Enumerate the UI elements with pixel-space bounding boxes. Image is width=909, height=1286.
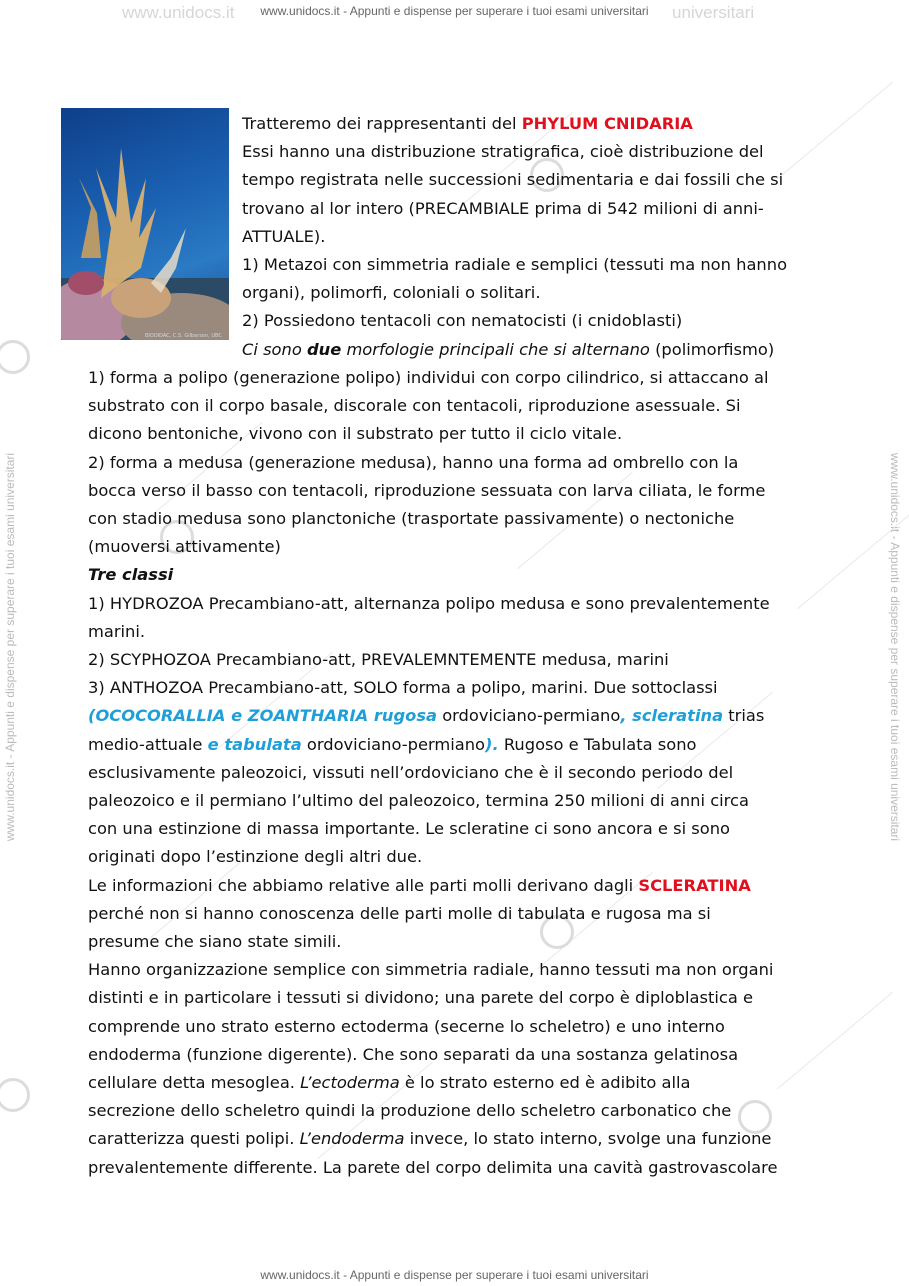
text-segment: è lo strato esterno ed è adibito alla: [399, 1073, 691, 1093]
text-line: [88, 1013, 848, 1041]
text-line: [242, 110, 842, 138]
text-segment: 1) forma a polipo (generazione polipo) individui con corpo cilindrico, si attaccano al: [88, 368, 769, 387]
text-segment: tempo registrata nelle successioni sedimentaria e dai fossili che si: [242, 170, 784, 190]
text-line: [88, 1125, 848, 1153]
text-line: [88, 364, 848, 392]
text-segment: distinti e in particolare i tessuti si dividono; una parete del corpo è diploblastica e: [88, 988, 753, 1008]
text-segment: originati dopo l’estinzione degli altri due.: [88, 847, 423, 867]
text-line: [88, 815, 848, 843]
text-segment: cellulare detta mesoglea.: [88, 1073, 301, 1093]
text-line: [88, 477, 848, 505]
emphasis-segment: due: [306, 339, 342, 359]
text-segment: con stadio medusa sono planctoniche (trasportate passivamente) o nectoniche: [88, 509, 735, 529]
text-line: [242, 336, 842, 364]
text-segment: con una estinzione di massa importante. Le scleratine ci sono ancora e si sono: [88, 819, 730, 839]
text-segment: marini.: [88, 621, 146, 641]
text-line: [88, 449, 848, 477]
coral-reef-photo: [61, 108, 229, 340]
text-line: [88, 759, 848, 787]
text-segment: esclusivamente paleozoici, vissuti nell’ordoviciano che è il secondo periodo del: [88, 762, 734, 782]
text-segment: secrezione dello scheletro quindi la produzione dello scheletro carbonatico che: [88, 1101, 732, 1121]
text-segment: substrato con il corpo basale, discorale con tentacoli, riproduzione asessuale. Si: [88, 396, 741, 416]
text-line: [88, 392, 848, 420]
coral-illustration: [61, 108, 229, 340]
left-side-watermark: www.unidocs.it - Appunti e dispense per superare i tuoi esami universitari: [3, 452, 17, 842]
text-segment: ordoviciano-permiano: [437, 706, 621, 726]
text-line: [88, 674, 848, 702]
text-line: [242, 166, 842, 194]
text-segment: presume che siano state simili.: [88, 932, 342, 952]
text-line: [88, 1154, 848, 1182]
taxon-term: ).: [485, 734, 499, 754]
taxon-term: OCOCORALLIA e ZOANTHARIA rugosa: [95, 706, 438, 726]
text-segment: perché non si hanno conoscenza delle parti molle di tabulata e rugosa ma si: [88, 903, 711, 923]
ghost-watermark-right: universitari: [672, 3, 755, 22]
text-segment: medio-attuale: [88, 734, 208, 754]
header-watermark: [0, 3, 909, 22]
emphasis-segment: L’endoderma: [299, 1129, 405, 1149]
text-segment: comprende uno strato esterno ectoderma (secerne lo scheletro) e uno interno: [88, 1016, 725, 1036]
text-line: [88, 420, 848, 448]
text-line: [88, 1041, 848, 1069]
emphasis-segment: L’ectoderma: [300, 1073, 400, 1093]
text-line: [88, 618, 848, 646]
text-segment: organi), polimorfi, coloniali o solitari.: [242, 283, 541, 303]
text-line: [88, 843, 848, 871]
text-line: [88, 646, 848, 674]
footer-watermark: [0, 1268, 909, 1282]
text-line: [242, 279, 842, 307]
text-segment: paleozoico e il permiano l’ultimo del paleozoico, termina 250 milioni di anni circa: [88, 791, 749, 811]
footer-watermark-text[interactable]: www.unidocs.it - Appunti e dispense per superare i tuoi esami universitari: [260, 1268, 649, 1282]
text-segment: 2) Possiedono tentacoli con nematocisti (i cnidoblasti): [242, 311, 683, 331]
text-segment: caratterizza questi polipi.: [88, 1129, 300, 1149]
text-line: [88, 787, 848, 815]
text-segment: dicono bentoniche, vivono con il substrato per tutto il ciclo vitale.: [88, 424, 623, 444]
text-line: [88, 731, 848, 759]
intro-paragraph: [242, 110, 842, 364]
text-line: [88, 505, 848, 533]
text-segment: 2) forma a medusa (generazione medusa), hanno una forma ad ombrello con la: [88, 452, 739, 472]
photo-caption: BIODIDAC, C.S. Gilberson, UBC: [145, 333, 222, 339]
body-text: [88, 364, 848, 1182]
text-line: [88, 984, 848, 1012]
text-segment: Tratteremo dei rappresentanti del: [242, 114, 522, 133]
text-segment: bocca verso il basso con tentacoli, riproduzione sessuata con larva ciliata, le forme: [88, 480, 766, 500]
text-line: [88, 956, 848, 984]
text-line: [242, 251, 842, 279]
emphasis-segment: morfologie principali che si alternano: [341, 339, 650, 359]
text-line: [88, 590, 848, 618]
text-segment: Essi hanno una distribuzione stratigrafica, cioè distribuzione del: [242, 142, 764, 162]
ghost-watermark-left: www.unidocs.it: [122, 3, 235, 22]
taxon-term: e tabulata: [207, 734, 302, 754]
text-line: [88, 702, 848, 730]
unidocs-logo-icon: [0, 1078, 30, 1112]
text-segment: trias: [723, 706, 765, 726]
text-segment: Le informazioni che abbiamo relative alle parti molli derivano dagli: [88, 875, 639, 895]
text-segment: Hanno organizzazione semplice con simmetria radiale, hanno tessuti ma non organi: [88, 960, 774, 980]
text-line: [242, 223, 842, 251]
text-line: [88, 928, 848, 956]
text-line: [88, 1069, 848, 1097]
text-segment: ordoviciano-permiano: [301, 734, 486, 754]
text-line: [242, 138, 842, 166]
text-segment: ATTUALE).: [242, 226, 326, 246]
taxon-term: , scleratina: [620, 706, 724, 726]
highlighted-term: SCLERATINA: [638, 875, 751, 895]
header-watermark-text[interactable]: www.unidocs.it - Appunti e dispense per superare i tuoi esami universitari: [260, 4, 649, 18]
text-segment: 3) ANTHOZOA Precambiano-att, SOLO forma a polipo, marini. Due sottoclassi: [88, 678, 718, 698]
emphasis-segment: Tre classi: [88, 565, 174, 585]
text-line: [242, 307, 842, 335]
text-line: [242, 195, 842, 223]
text-segment: (muoversi attivamente): [88, 537, 281, 557]
text-segment: Rugoso e Tabulata sono: [498, 734, 697, 754]
emphasis-segment: Ci sono: [242, 339, 307, 359]
text-line: [88, 561, 848, 589]
text-line: [88, 533, 848, 561]
taxon-term: (: [88, 706, 96, 726]
text-segment: trovano al lor intero (PRECAMBIALE prima di 542 milioni di anni-: [242, 198, 764, 218]
text-line: [88, 1097, 848, 1125]
text-line: [88, 872, 848, 900]
text-segment: prevalentemente differente. La parete del corpo delimita una cavità gastrovascolare: [88, 1157, 778, 1177]
text-segment: (polimorfismo): [649, 339, 775, 359]
text-segment: 1) Metazoi con simmetria radiale e semplici (tessuti ma non hanno: [242, 255, 788, 275]
text-segment: 1) HYDROZOA Precambiano-att, alternanza polipo medusa e sono prevalentemente: [88, 593, 770, 613]
unidocs-logo-icon: [0, 340, 30, 374]
text-segment: endoderma (funzione digerente). Che sono separati da una sostanza gelatinosa: [88, 1044, 739, 1064]
text-segment: invece, lo stato interno, svolge una funzione: [404, 1129, 772, 1149]
right-side-watermark: www.unidocs.it - Appunti e dispense per superare i tuoi esami universitari: [888, 452, 902, 842]
text-line: [88, 900, 848, 928]
highlighted-term: PHYLUM CNIDARIA: [521, 114, 693, 133]
text-segment: 2) SCYPHOZOA Precambiano-att, PREVALEMNTEMENTE medusa, marini: [88, 650, 669, 670]
